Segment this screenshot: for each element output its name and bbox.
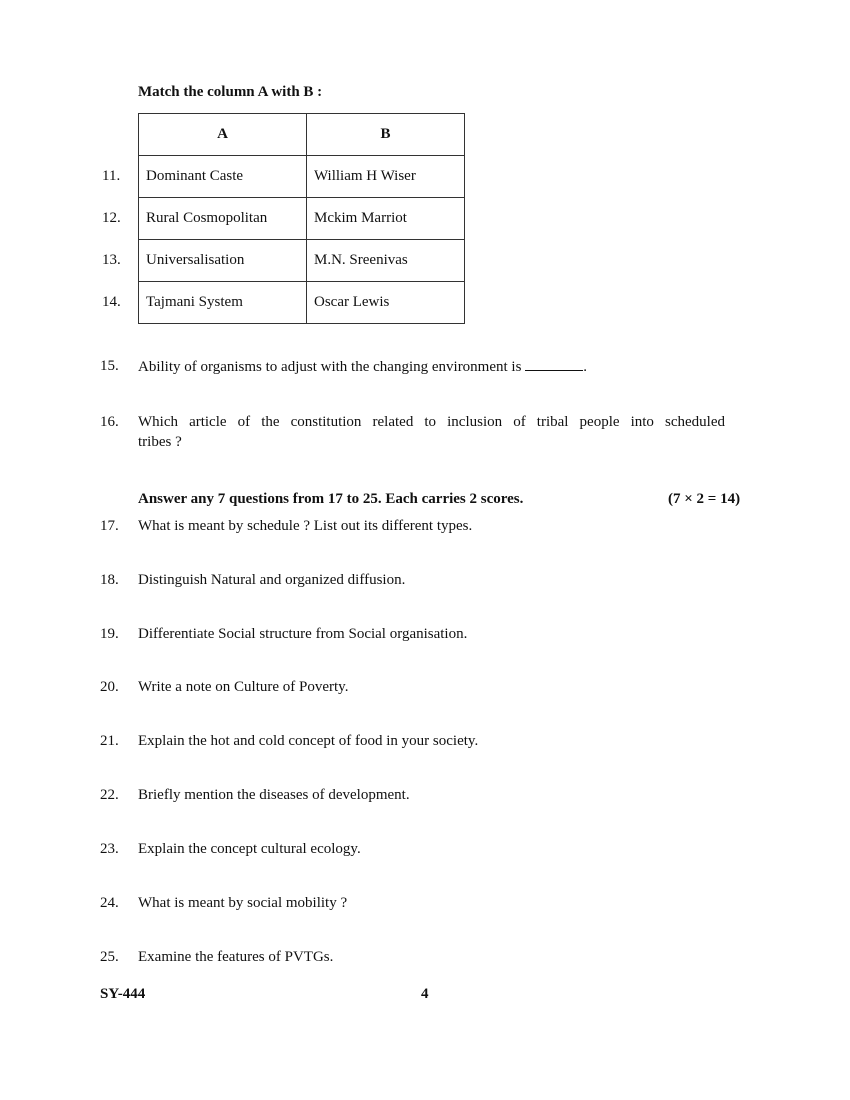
question-text: Explain the hot and cold concept of food in your society.	[138, 733, 479, 749]
question-number: 14.	[102, 294, 121, 310]
question-text: Ability of organisms to adjust with the changing environment is	[138, 359, 522, 375]
table-header-row	[139, 114, 465, 156]
question-text: What is meant by schedule ? List out its different types.	[138, 518, 473, 534]
question-number: 19.	[100, 626, 119, 642]
section-heading: Answer any 7 questions from 17 to 25. Each carries 2 scores.	[138, 491, 524, 507]
col-a-cell: Rural Cosmopolitan	[139, 198, 307, 240]
question-number: 25.	[100, 949, 119, 965]
question-text: Examine the features of PVTGs.	[138, 949, 334, 965]
question-number: 22.	[100, 787, 119, 803]
page-number: 4	[421, 986, 429, 1002]
match-table	[138, 113, 465, 324]
question-number: 16.	[100, 414, 119, 430]
col-b-cell: William H Wiser	[307, 156, 465, 198]
question-text: Write a note on Culture of Poverty.	[138, 679, 349, 695]
question-number: 21.	[100, 733, 119, 749]
paper-code: SY-444	[100, 986, 146, 1002]
question-text: Which article of the constitution related to inclusion of tribal people into scheduled	[138, 414, 725, 430]
col-a-cell: Tajmani System	[139, 282, 307, 324]
table-row	[139, 240, 465, 282]
table-row	[139, 156, 465, 198]
question-number: 18.	[100, 572, 119, 588]
question-text: Briefly mention the diseases of development.	[138, 787, 410, 803]
answer-blank	[525, 358, 583, 371]
question-number: 20.	[100, 679, 119, 695]
col-b-header: B	[307, 114, 465, 156]
question-text: Distinguish Natural and organized diffusion.	[138, 572, 406, 588]
table-row	[139, 198, 465, 240]
question-text: Explain the concept cultural ecology.	[138, 841, 361, 857]
question-number: 12.	[102, 210, 121, 226]
section-marks: (7 × 2 = 14)	[668, 491, 741, 507]
question-number: 17.	[100, 518, 119, 534]
question-text: Differentiate Social structure from Social organisation.	[138, 626, 468, 642]
col-b-cell: Oscar Lewis	[307, 282, 465, 324]
question-number: 23.	[100, 841, 119, 857]
question-text: tribes ?	[138, 434, 182, 450]
table-row	[139, 282, 465, 324]
col-a-header: A	[139, 114, 307, 156]
question-number: 11.	[102, 168, 121, 184]
question-end: .	[583, 359, 587, 375]
question-number: 13.	[102, 252, 121, 268]
question-15	[138, 358, 587, 376]
question-number: 15.	[100, 358, 119, 374]
col-a-cell: Dominant Caste	[139, 156, 307, 198]
col-a-cell: Universalisation	[139, 240, 307, 282]
question-number: 24.	[100, 895, 119, 911]
col-b-cell: Mckim Marriot	[307, 198, 465, 240]
match-heading: Match the column A with B :	[138, 84, 323, 100]
col-b-cell: M.N. Sreenivas	[307, 240, 465, 282]
question-text: What is meant by social mobility ?	[138, 895, 348, 911]
